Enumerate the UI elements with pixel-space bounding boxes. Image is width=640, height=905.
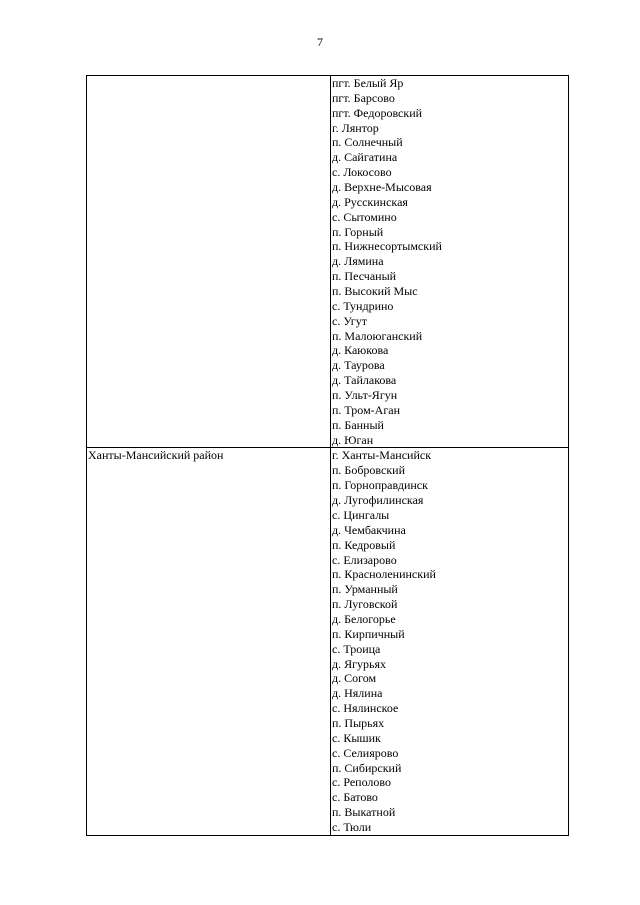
list-item: п. Малоюганский [332,328,423,343]
list-item: д. Нялина [332,686,383,701]
list-item: с. Троица [332,641,381,656]
list-item: с. Тундрино [332,298,394,313]
list-item: п. Горный [332,224,384,239]
settlements-table [86,75,569,836]
list-item: с. Реполово [332,775,392,790]
list-item: п. Красноленинский [332,567,436,582]
list-item: д. Русскинская [332,194,408,209]
list-item: п. Банный [332,417,384,432]
list-item: д. Лямина [332,254,384,269]
list-item: с. Тюли [332,819,372,834]
list-item: с. Батово [332,790,378,805]
list-item: д. Белогорье [332,611,396,626]
list-item: д. Лугофилинская [332,493,424,508]
list-item: п. Ульт-Ягун [332,388,398,403]
list-item: п. Урманный [332,582,398,597]
list-item: п. Сибирский [332,760,402,775]
list-item: п. Выкатной [332,805,396,820]
list-item: г. Лянтор [332,120,379,135]
places-cell [331,448,569,835]
list-item: п. Горноправдинск [332,478,428,493]
list-item: п. Кирпичный [332,626,405,641]
list-item: п. Солнечный [332,135,403,150]
list-item: пгт. Белый Яр [332,76,404,90]
places-list [331,448,568,834]
list-item: с. Кышик [332,730,381,745]
list-item: д. Согом [332,671,377,686]
list-item: д. Верхне-Мысовая [332,180,432,195]
list-item: д. Каюкова [332,343,389,358]
table-row [87,448,569,835]
table-row [87,76,569,448]
list-item: с. Нялинское [332,701,399,716]
list-item: д. Тайлакова [332,373,397,388]
list-item: п. Тром-Аган [332,402,400,417]
list-item: г. Ханты-Мансийск [332,448,432,463]
list-item: п. Нижнесортымский [332,239,442,254]
list-item: с. Угут [332,313,367,328]
list-item: п. Кедровый [332,537,396,552]
list-item: п. Песчаный [332,269,397,284]
district-cell [87,448,331,835]
list-item: пгт. Федоровский [332,105,423,120]
list-item: с. Локосово [332,165,392,180]
places-list [331,76,568,447]
list-item: п. Высокий Мыс [332,284,418,299]
list-item: пгт. Барсово [332,90,395,105]
list-item: д. Юган [332,432,374,447]
list-item: д. Сайгатина [332,150,398,165]
list-item: д. Ягурьях [332,656,387,671]
list-item: д. Таурова [332,358,385,373]
list-item: п. Бобровский [332,463,406,478]
places-cell [331,76,569,448]
list-item: с. Селиярово [332,745,399,760]
page-number: 7 [317,35,323,49]
list-item: п. Пырьях [332,715,385,730]
district-name: Ханты-Мансийский район [88,448,224,463]
district-cell [87,76,331,448]
list-item: с. Елизарово [332,552,397,567]
list-item: д. Чембакчина [332,522,406,537]
list-item: с. Сытомино [332,209,397,224]
list-item: с. Цингалы [332,507,390,522]
list-item: п. Луговской [332,597,398,612]
